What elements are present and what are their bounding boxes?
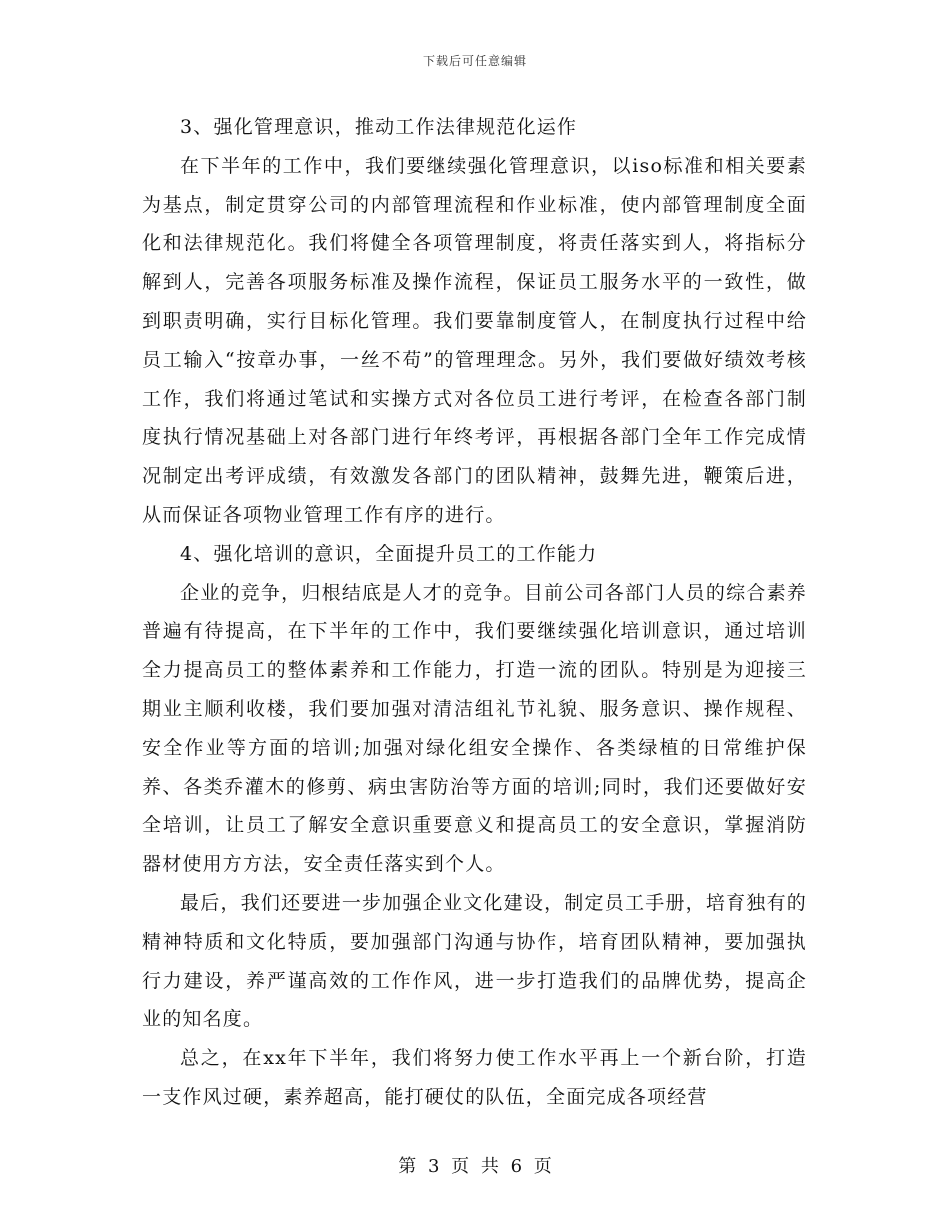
paragraph-training: 企业的竞争，归根结底是人才的竞争。目前公司各部门人员的综合素养普遍有待提高，在下半年的工作中，我们要继续强化培训意识，通过培训全力提高员工的整体素养和工作能力，打造一流的团队。特别是为迎接三期业主顺利收楼，我们要加强对清洁组礼节礼貌、服务意识、操作规程、安全作业等方面的培训;加强对绿化组安全操作、各类绿植的日常维护保养、各类乔灌木的修剪、病虫害防治等方面的培训;同时，我们还要做好安全培训，让员工了解安全意识重要意义和提高员工的安全意识，掌握消防器材使用方方法，安全责任落实到个人。 — [142, 581, 807, 876]
section-heading-3: 3、强化管理意识，推动工作法律规范化运作 — [180, 116, 578, 138]
page-header: 下载后可任意编辑 — [422, 54, 527, 68]
section-heading-4: 4、强化培训的意识，全面提升员工的工作能力 — [180, 542, 598, 565]
paragraph-culture: 最后，我们还要进一步加强企业文化建设，制定员工手册，培育独有的精神特质和文化特质，要加强部门沟通与协作，培育团队精神，要加强执行力建设，养严谨高效的工作作风，进一步打造我们的品牌优势，提高企业的知名度。 — [142, 891, 807, 1031]
page-number: 第 3 页 共 6 页 — [398, 1156, 552, 1177]
paragraph-summary: 总之，在xx年下半年，我们将努力使工作水平再上一个新台阶，打造一支作风过硬，素养超高，能打硬仗的队伍，全面完成各项经营 — [142, 1047, 807, 1108]
document-body — [142, 108, 807, 1117]
paragraph-management: 在下半年的工作中，我们要继续强化管理意识，以iso标准和相关要素为基点，制定贯穿公司的内部管理流程和作业标准，使内部管理制度全面化和法律规范化。我们将健全各项管理制度，将责任落实到人，将指标分解到人，完善各项服务标准及操作流程，保证员工服务水平的一致性，做到职责明确，实行目标化管理。我们要靠制度管人，在制度执行过程中给员工输入“按章办事，一丝不苟”的管理理念。另外，我们要做好绩效考核工作，我们将通过笔试和实操方式对各位员工进行考评，在检查各部门制度执行情况基础上对各部门进行年终考评，再根据各部门全年工作完成情况制定出考评成绩，有效激发各部门的团队精神，鼓舞先进，鞭策后进，从而保证各项物业管理工作有序的进行。 — [142, 154, 807, 526]
